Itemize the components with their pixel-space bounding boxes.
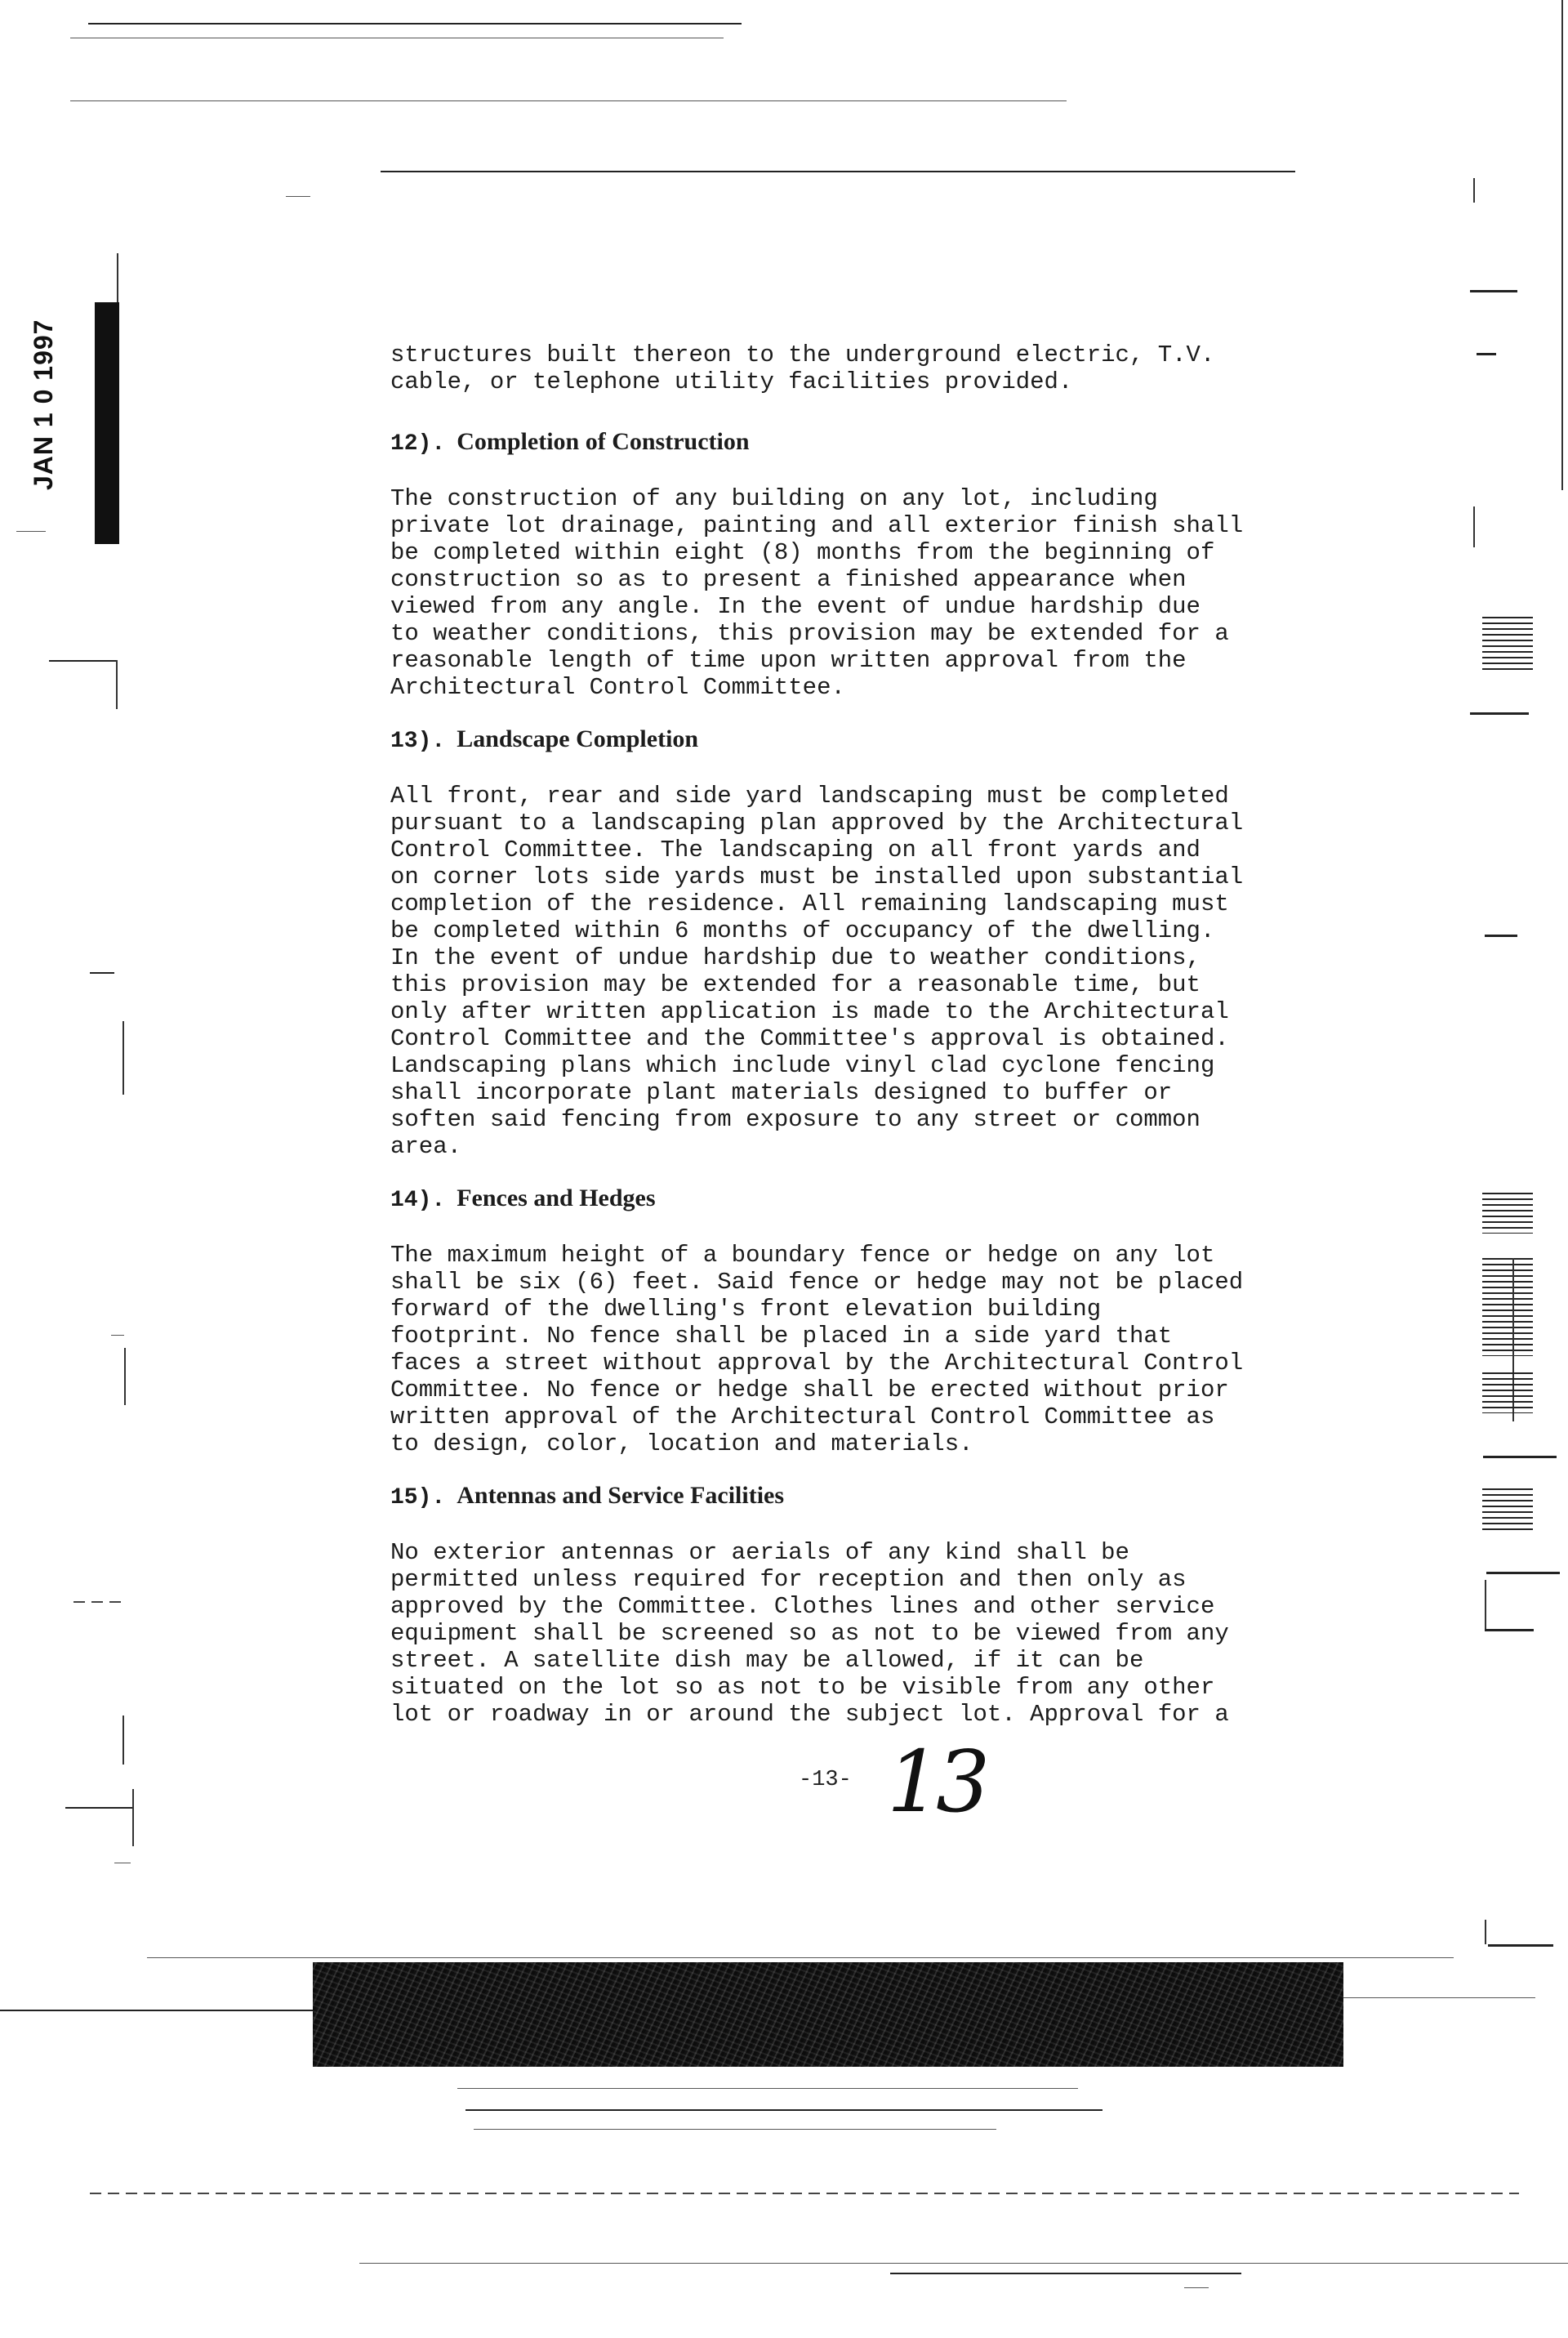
- scan-vline-left-6: [132, 1789, 134, 1846]
- scan-line-bottom-10: [1184, 2287, 1209, 2288]
- scan-line-bottom-5: [466, 2109, 1102, 2111]
- section-13-body: All front, rear and side yard landscaping must be completed pursuant to a landscaping plan approved by the Architectural Control Committee. The landscaping on all front yards and on corner lots side yards must be installed upon substantial completion of the residence. All remaining landscaping must be completed within 6 months of occupancy of the dwelling. In the event of undue hardship due to weather conditions, this provision may be extended for a reasonable time, but only after written application is made to the Architectural Control Committee and the Committee's approval is obtained. Landscaping plans which include vinyl clad cyclone fencing shall incorporate plant materials designed to buffer or soften said fencing from exposure to any street or common area.: [390, 783, 1244, 1160]
- left-mark-1: [16, 531, 46, 532]
- section-15-heading: [390, 1482, 1387, 1511]
- scan-line-top-1: [88, 23, 742, 25]
- scan-line-top-4: [381, 171, 1295, 172]
- right-mark-4: [1485, 935, 1517, 937]
- right-mark-stack-2: [1482, 1193, 1533, 1234]
- left-mark-3: [90, 972, 114, 974]
- right-mark-1: [1470, 290, 1517, 292]
- section-15-title: Antennas and Service Facilities: [457, 1482, 785, 1509]
- right-mark-7: [1485, 1629, 1534, 1631]
- page-number: -13-: [799, 1768, 852, 1792]
- section-12-title: Completion of Construction: [457, 428, 750, 455]
- section-12-number: 12).: [390, 431, 446, 457]
- section-14-body: The maximum height of a boundary fence or hedge on any lot shall be six (6) feet. Said fence or hedge may not be placed forward of the dwelling's front elevation building footprint. No fence shall be placed in a side yard that faces a street without approval by the Architectural Control Committee. No fence or hedge shall be erected without prior written approval of the Architectural Control Committee as to design, color, location and materials.: [390, 1242, 1244, 1457]
- scan-vline-right-2: [1561, 0, 1563, 490]
- left-mark-4: [111, 1335, 124, 1336]
- scan-vline-right-3: [1473, 506, 1475, 547]
- scan-vline-right-5: [1485, 1580, 1486, 1629]
- section-12-heading: [390, 428, 1387, 457]
- scan-line-bottom-1: [147, 1957, 1454, 1958]
- handwritten-page-number: 13: [887, 1732, 986, 1832]
- scan-vline-left-2: [116, 660, 118, 709]
- left-mark-2: [49, 660, 118, 662]
- scan-vline-left-3: [122, 1021, 124, 1095]
- section-15-number: 15).: [390, 1485, 446, 1510]
- scan-line-bottom-2: [0, 2010, 318, 2011]
- left-mark-5: [74, 1601, 127, 1603]
- date-stamp: JAN 1 0 1997: [29, 319, 58, 490]
- scan-vline-left-5: [122, 1716, 124, 1765]
- section-14-number: 14).: [390, 1188, 446, 1213]
- section-14-title: Fences and Hedges: [457, 1185, 656, 1211]
- right-mark-5: [1483, 1456, 1557, 1458]
- section-13-number: 13).: [390, 729, 446, 754]
- section-14-heading: [390, 1185, 1387, 1214]
- scan-vline-right-1: [1473, 178, 1475, 203]
- right-mark-stack-5: [1482, 1488, 1533, 1531]
- intro-paragraph: structures built thereon to the underground electric, T.V. cable, or telephone utility facilities provided.: [390, 341, 1215, 395]
- scan-vline-right-6: [1485, 1920, 1486, 1944]
- scan-line-bottom-4: [457, 2088, 1078, 2089]
- right-mark-stack-3: [1482, 1258, 1533, 1356]
- right-mark-stack-4: [1482, 1372, 1533, 1413]
- right-mark-stack-1: [1482, 617, 1533, 674]
- scan-black-band: [313, 1962, 1343, 2067]
- scan-line-bottom-3: [1339, 1997, 1535, 1998]
- section-12-body: The construction of any building on any lot, including private lot drainage, painting and all exterior finish shall be completed within eight (8) months from the beginning of construction so as to present a finished appearance when viewed from any angle. In the event of undue hardship due to weather conditions, this provision may be extended for a reasonable length of time upon written approval from the Architectural Control Committee.: [390, 485, 1244, 701]
- scan-vline-left-4: [124, 1348, 126, 1405]
- scan-line-bottom-9: [890, 2273, 1241, 2274]
- right-mark-8: [1488, 1944, 1553, 1947]
- date-stamp-bar: [95, 302, 119, 544]
- scan-line-bottom-7: [90, 2193, 1519, 2194]
- section-15-body: No exterior antennas or aerials of any kind shall be permitted unless required for reception and then only as approved by the Committee. Clothes lines and other service equipment shall be screened so as not to be viewed from any street. A satellite dish may be allowed, if it can be situated on the lot so as not to be visible from any other lot or roadway in or around the subject lot. Approval for a: [390, 1539, 1229, 1728]
- scan-line-top-5: [286, 196, 310, 197]
- left-mark-6: [65, 1807, 132, 1809]
- section-13-title: Landscape Completion: [457, 725, 699, 752]
- scan-line-top-3: [70, 100, 1067, 101]
- document-body: [390, 341, 1387, 1728]
- right-mark-6: [1486, 1572, 1560, 1574]
- scan-line-bottom-8: [359, 2263, 1568, 2264]
- right-mark-3: [1470, 712, 1529, 715]
- scan-line-bottom-6: [474, 2129, 996, 2130]
- section-13-heading: [390, 725, 1387, 755]
- right-mark-2: [1477, 353, 1496, 355]
